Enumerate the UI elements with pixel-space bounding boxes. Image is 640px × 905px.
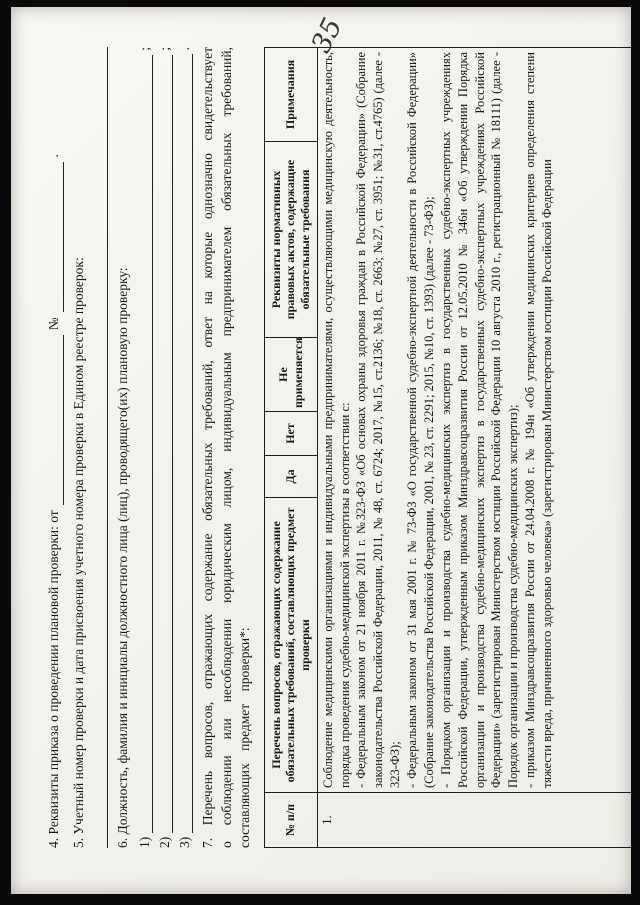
col-header-no: Нет [264, 412, 317, 456]
rotated-document-content [11, 7, 631, 894]
item-6-text: 6. Должность, фамилия и инициалы должностного лица (лиц), проводящего(их) плановую проверку: [115, 267, 131, 848]
scanned-document-page [11, 7, 631, 894]
item-4 [45, 47, 64, 848]
item-7-text: 7. Перечень вопросов, отражающих содержание обязательных требований, ответ на которые однозначно свидетельствует о соблюдении или несоблюдении юридическим лицом, индивидуальным предпринимателем обязательных требований, составляющих предмет проверки*: [199, 47, 253, 848]
item-6-entry-2 [157, 47, 173, 848]
col-header-notes: Примечания [264, 48, 317, 142]
entry-3-blank [178, 54, 193, 832]
handwritten-page-number: 35 [305, 13, 349, 58]
item-4-date-blank [49, 335, 64, 505]
item-4-period: . [46, 154, 61, 158]
item-6-entry-1 [137, 47, 153, 848]
item-6-entry-3 [177, 47, 193, 848]
entry-3-tail: . [176, 47, 192, 51]
item-6 [114, 47, 133, 848]
checklist-table [264, 47, 631, 848]
row-number-cell: 1. [317, 793, 631, 848]
entry-2-label: 2) [156, 836, 172, 848]
question-paragraph: - Федеральным законом от 21 ноября 2011 г. №323-ФЗ «Об основах охраны здоровья граждан в Российской Федерации» (Собрание законодательства Российской Федерации, 2011, № 48, ст. 6724; 2017, №15, ст.2136; №18, ст. 2663; №27, ст. 3951; №31, ст.4765) (далее - 323-ФЗ); [354, 52, 403, 788]
item-5-text: 5. Учетный номер проверки и дата присвоения учетного номера проверки в Едином реестре проверок: [70, 257, 86, 848]
table-row-1 [317, 48, 631, 848]
item-5-blank-line [93, 47, 108, 848]
col-header-legal-acts: Реквизиты нормативных правовых актов, содержащие обязательные требования [264, 142, 317, 338]
table-header-row [264, 48, 317, 848]
item-5 [70, 47, 89, 848]
col-header-not-applicable: Не применяется [264, 338, 317, 412]
item-7 [199, 47, 255, 848]
entry-1-blank [138, 55, 153, 833]
number-sign: № [46, 317, 61, 331]
entry-1-label: 1) [136, 836, 152, 848]
item-4-text: 4. Реквизиты приказа о проведении плановой проверки: от [46, 510, 61, 848]
col-header-num: № п/п [264, 793, 317, 848]
entry-2-blank [158, 55, 173, 833]
entry-1-tail: ; [136, 47, 152, 51]
col-header-yes: Да [264, 456, 317, 498]
item-4-number-blank [49, 162, 64, 312]
entry-2-tail: ; [156, 47, 172, 51]
question-paragraph: - Порядком организации и производства судебно-медицинских экспертиз в государственных судебно-экспертных учреждениях Российской Федерации, утвержденным приказом Минздравсоцразвития России от 12.05.2010 № 346н «Об утверждении Порядка организации и производства судебно-медицинских экспертиз в государственных судебно-экспертных учреждениях Российской Федерации» (зарегистрирован Министерством юстиции Российской Федерации 10 августа 2010 г., регистрационный № 18111) (далее - Порядок организации и производства судебно-медицинских экспертиз); [438, 52, 521, 788]
entry-3-label: 3) [176, 836, 192, 848]
question-paragraph: - Федеральным законом от 31 мая 2001 г. № 73-ФЗ «О государственной судебно-экспертной деятельности в Российской Федерации» (Собрание законодательства Российской Федерации, 2001, № 23, ст. 2291; 2015, №10, ст. 1393) (далее - 73-ФЗ); [405, 52, 436, 788]
question-text-cell [317, 48, 631, 793]
col-header-questions: Перечень вопросов, отражающих содержание обязательных требований, составляющих предмет проверки [264, 498, 317, 793]
question-paragraph: Соблюдение медицинскими организациями и индивидуальными предпринимателями, осуществляющими медицинскую деятельность, порядка проведения судебно-медицинской экспертизы в соответствии с: [320, 52, 352, 788]
question-paragraph: - приказом Минздравсоцразвития России от 24.04.2008 г. № 194н «Об утверждении медицинских критериев определения степени тяжести вреда, причиненного здоровью человека» (зарегистрирован Министерством юстиции Российской Федерации [523, 52, 554, 788]
